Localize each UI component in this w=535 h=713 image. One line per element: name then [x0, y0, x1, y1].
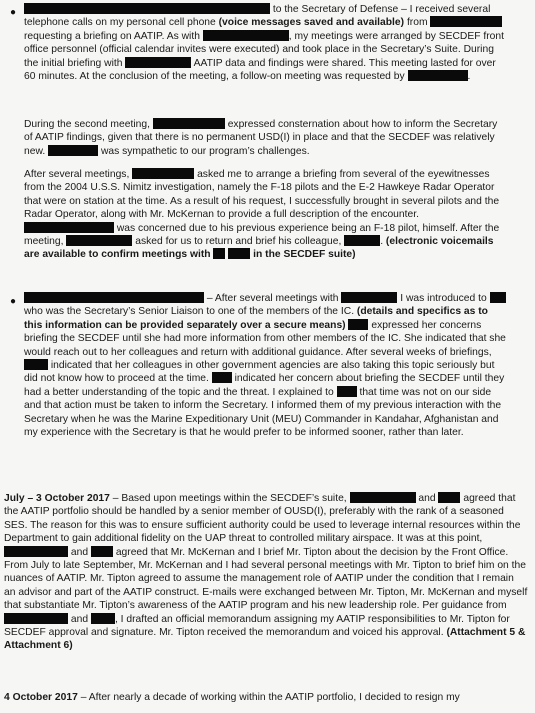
text-segment: agreed that the AATIP portfolio should be handled by a senior member of OUSD(I), preferably with the rank of a seasoned SES. The reason for this was to ensure sufficient authority could be used to leverage internal resources within the Department to gain additional fidelity on the UAP threat to controlled military airspace. It was at this point, — [4, 493, 521, 545]
redaction-bar — [48, 145, 98, 156]
text-segment: was concerned due to his previous experience being an F-18 pilot, himself. After the meeting, — [24, 222, 500, 248]
text-segment: and — [70, 546, 89, 558]
text-segment: . — [380, 236, 386, 248]
redaction-bar — [408, 70, 468, 81]
bullet-icon: ● — [10, 296, 17, 307]
text-segment: from — [404, 17, 428, 29]
text-segment: that time was not on our side and that action must be taken to inform the Secretary. I informed them of my previous interaction with the Secretary when he was the Marine Expeditionary Unit (MEU) Commander in Kandahar, Afghanistan and my experience with the Secretary is that he would prefer to be informed sooner, rather than later. — [24, 386, 502, 439]
paragraph-nimitz-briefing — [24, 168, 506, 262]
text-segment: to the Secretary of Defense – I received several telephone calls on my personal cell phone — [24, 4, 491, 29]
redaction-bar — [350, 492, 416, 503]
text-segment: and — [70, 613, 89, 625]
text-segment: – After nearly a decade of working within the AATIP portfolio, I decided to resign my — [77, 692, 460, 703]
redaction-bar — [228, 248, 250, 259]
paragraph-second-meeting — [24, 118, 506, 158]
redaction-bar — [213, 248, 225, 259]
redaction-bar — [125, 57, 191, 68]
date-heading: July – 3 October 2017 — [4, 493, 110, 504]
text-segment: asked for us to return and brief his colleague, — [135, 236, 342, 248]
redaction-bar — [91, 613, 115, 624]
bold-text: (details and specifics as to this information can be provided separately over a secure means) — [24, 306, 488, 331]
text-segment: I was introduced to — [400, 293, 487, 304]
redaction-bar — [153, 118, 225, 129]
text-segment: After several meetings, — [24, 169, 130, 180]
redaction-bar — [430, 16, 502, 27]
paragraph-october-4-2017 — [4, 691, 528, 704]
redaction-bar — [132, 168, 194, 179]
bold-text: (voice messages saved and available) — [218, 17, 405, 29]
bold-text: (electronic voicemails are available to confirm meetings with — [24, 236, 494, 261]
redaction-bar — [91, 546, 113, 557]
text-segment: indicated her concern about briefing the SECDEF until they had a better understanding of the topic and the threat. I explained to — [24, 373, 505, 398]
redaction-bar — [24, 3, 270, 14]
text-segment: requesting a briefing on AATIP. As with — [24, 30, 200, 42]
redaction-bar — [203, 30, 289, 41]
text-segment: AATIP data and findings were shared. This meeting lasted for over 60 minutes. At the conclusion of the meeting, a follow-on meeting was requested by — [24, 57, 496, 83]
text-segment: agreed that Mr. McKernan and I brief Mr. Tipton about the decision by the Front Office. From July to late September, Mr. McKernan and I had several personal meetings with Mr. Tipton to brief him on the nuances of AATIP. Mr. Tipton agreed to assume the management role of AATIP under the condition that I remain an advisor and part of the AATIP construct. E-mails were exchanged between Mr. Tipton, Mr. McKernan and myself that substantiate Mr. Tipton’s awareness of the AATIP program and his new leadership role. Per guidance from — [4, 546, 528, 612]
text-segment: indicated that her colleagues in other government agencies are also taking this topic seriously but did not know how to proceed at the time. — [24, 360, 495, 385]
text-segment: was sympathetic to our program’s challenges. — [100, 145, 310, 157]
date-heading: 4 October 2017 — [4, 692, 78, 703]
text-segment: and — [418, 493, 436, 504]
redaction-bar — [337, 386, 357, 397]
redaction-bar — [4, 613, 68, 624]
redaction-bar — [4, 546, 68, 557]
redaction-bar — [212, 372, 232, 383]
redaction-bar — [438, 492, 460, 503]
redaction-bar — [24, 359, 48, 370]
text-segment: , I drafted an official memorandum assigning my AATIP responsibilities to Mr. Tipton for SECDEF approval and signature. Mr. Tipton received the memorandum and voiced his approval. — [4, 613, 510, 639]
text-segment: who was the Secretary’s Senior Liaison to one of the members of the IC. — [24, 306, 357, 318]
paragraph-secdef-briefing — [24, 3, 506, 83]
text-segment: expressed her concerns briefing the SECDEF until she had more information from other members of the IC. She indicated that she would reach out to her colleagues and return with additional guidance. After several weeks of briefings, — [24, 319, 506, 358]
bold-text: in the SECDEF suite) — [253, 249, 356, 261]
redaction-bar — [341, 292, 397, 303]
bold-text: (Attachment 5 & Attachment 6) — [4, 627, 526, 652]
bullet-icon: ● — [10, 7, 17, 18]
text-segment: asked me to arrange a briefing from several of the eyewitnesses from the 2004 U.S.S. Nimitz investigation, namely the F-18 pilots and the E-2 Hawkeye Radar Operator that were on station at the time. As a result of his request, I successfully brought in several pilots and the Radar Operator, along with Mr. McKernan to provide a full description of the encounter. — [24, 169, 500, 221]
paragraph-ic-liaison — [24, 292, 506, 439]
text-segment: During the second meeting, — [24, 119, 150, 130]
redaction-bar — [344, 235, 380, 246]
redaction-bar — [24, 292, 204, 303]
redaction-bar — [348, 319, 368, 330]
text-segment: – After several meetings with — [206, 293, 339, 304]
paragraph-july-october-2017 — [4, 492, 528, 653]
redaction-bar — [24, 222, 114, 233]
redaction-bar — [66, 235, 132, 246]
text-segment: expressed consternation about how to inform the Secretary of AATIP findings, given that there is no permanent USD(I) in place and that the SECDEF was relatively new. — [24, 119, 498, 157]
text-segment: . — [467, 71, 471, 83]
redaction-bar — [490, 292, 506, 303]
text-segment: – Based upon meetings within the SECDEF’s suite, — [109, 493, 347, 504]
text-segment: , my meetings were arranged by SECDEF front office personnel (official calendar invites were executed) and took place in the Secretary’s Suite. During the initial briefing with — [24, 30, 504, 69]
